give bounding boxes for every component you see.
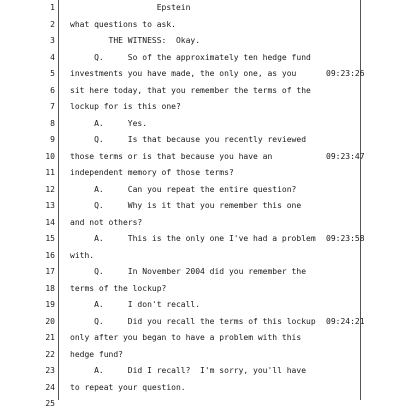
line-number: 14	[45, 217, 55, 227]
transcript-line	[0, 132, 400, 149]
line-number: 9	[50, 135, 55, 144]
transcript-line	[0, 380, 400, 397]
line-text: Q. In November 2004 did you remember the	[70, 267, 307, 276]
line-number: 12	[45, 184, 55, 194]
line-text: A. Can you repeat the entire question?	[70, 184, 297, 194]
transcript-line	[0, 248, 400, 265]
transcript-line	[0, 165, 400, 182]
transcript-line	[0, 17, 400, 34]
line-number: 16	[45, 250, 55, 260]
line-text: only after you began to have a problem with this	[70, 333, 302, 342]
line-text: hedge fund?	[70, 349, 123, 359]
line-number: 15	[45, 234, 55, 243]
line-number: 19	[45, 300, 55, 309]
transcript-line	[0, 314, 400, 331]
line-number: 1	[50, 3, 55, 12]
line-text: A. This is the only one I've had a problem	[70, 234, 316, 243]
line-number: 5	[50, 69, 55, 78]
transcript-line	[0, 182, 400, 199]
transcript-line	[0, 66, 400, 83]
line-number: 13	[45, 201, 55, 210]
transcript-line	[0, 264, 400, 281]
line-number: 18	[45, 283, 55, 293]
line-text: Q. Is that because you recently reviewed	[70, 135, 307, 144]
line-number: 2	[50, 19, 55, 29]
line-number: 22	[45, 349, 55, 359]
timestamp: 09:23:58	[326, 234, 365, 243]
line-text: Epstein	[70, 3, 191, 12]
transcript-line	[0, 330, 400, 347]
line-text: A. Did I recall? I'm sorry, you'll have	[70, 366, 307, 375]
timestamp: 09:23:47	[326, 151, 365, 161]
line-number: 24	[45, 382, 55, 392]
line-text: A. Yes.	[70, 118, 148, 128]
line-number: 20	[45, 316, 55, 326]
transcript-line	[0, 231, 400, 248]
line-text: Q. So of the approximately ten hedge fund	[70, 52, 311, 62]
transcript-line	[0, 50, 400, 67]
line-text: to repeat your question.	[70, 382, 186, 392]
transcript-line	[0, 347, 400, 364]
line-number: 3	[50, 36, 55, 45]
line-text: THE WITNESS: Okay.	[70, 36, 201, 45]
line-number: 10	[45, 151, 55, 161]
transcript-line	[0, 116, 400, 133]
line-text: and not others?	[70, 217, 143, 227]
line-number: 11	[45, 168, 55, 177]
line-text: those terms or is that because you have an	[70, 151, 273, 161]
line-text: with.	[70, 250, 95, 260]
line-number: 4	[50, 52, 55, 62]
timestamp: 09:24:21	[326, 316, 365, 326]
transcript-line	[0, 83, 400, 100]
transcript-line	[0, 281, 400, 298]
transcript-line	[0, 363, 400, 380]
transcript-line	[0, 99, 400, 116]
line-number: 8	[50, 118, 55, 128]
line-number: 17	[45, 267, 55, 276]
transcript-line	[0, 396, 400, 413]
line-number: 25	[45, 399, 55, 408]
line-text: A. I don't recall.	[70, 300, 201, 309]
line-text: terms of the lockup?	[70, 283, 167, 293]
transcript-line	[0, 297, 400, 314]
line-text: lockup for is this one?	[70, 102, 181, 111]
line-number: 23	[45, 366, 55, 375]
line-number: 21	[45, 333, 55, 342]
transcript-line	[0, 33, 400, 50]
line-number: 7	[50, 102, 55, 111]
line-text: Q. Did you recall the terms of this lockup	[70, 316, 316, 326]
timestamp: 09:23:26	[326, 69, 365, 78]
line-text: what questions to ask.	[70, 19, 176, 29]
line-text: Q. Why is it that you remember this one	[70, 201, 302, 210]
transcript-line	[0, 215, 400, 232]
line-text: independent memory of those terms?	[70, 168, 234, 177]
transcript-line	[0, 149, 400, 166]
transcript-line	[0, 198, 400, 215]
line-text: sit here today, that you remember the terms of the	[70, 85, 311, 95]
line-number: 6	[50, 85, 55, 95]
line-text: investments you have made, the only one, as you	[70, 69, 297, 78]
transcript-line	[0, 0, 400, 17]
